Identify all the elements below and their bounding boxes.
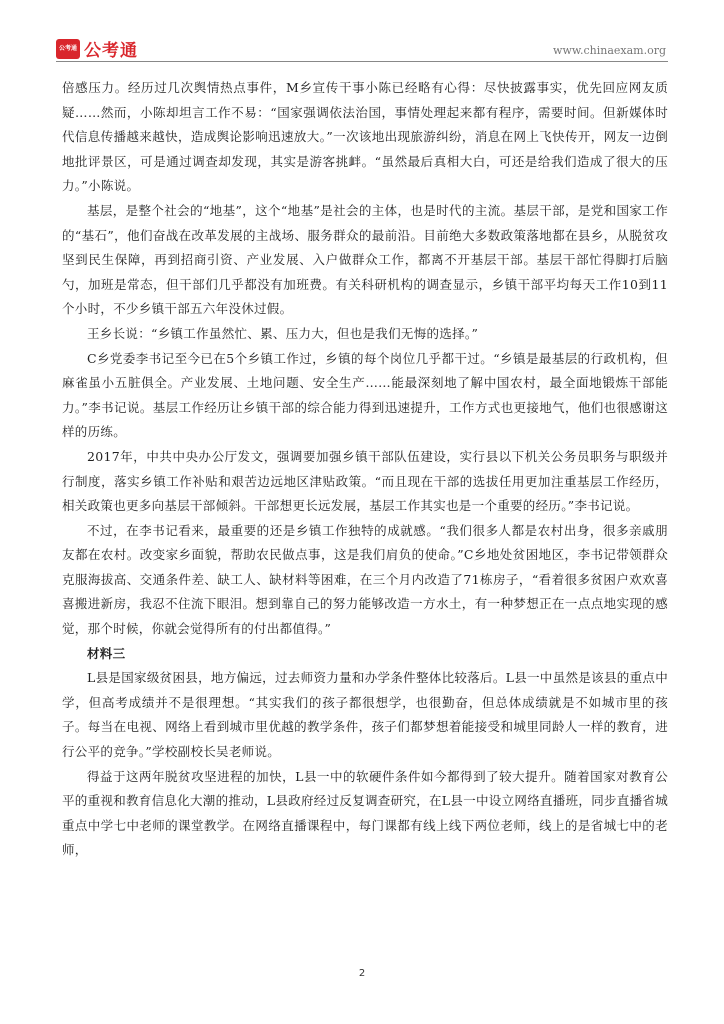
paragraph: 2017年，中共中央办公厅发文，强调要加强乡镇干部队伍建设，实行县以下机关公务员职务与职级并行制度，落实乡镇工作补贴和艰苦边远地区津贴政策。“而且现在干部的选拔任用更加注重基层工作经历，相关政策也更多向基层干部倾斜。干部想更长远发展，基层工作其实也是一个重要的经历。”李书记说。 <box>62 448 668 514</box>
paragraph: C乡党委李书记至今已在5个乡镇工作过，乡镇的每个岗位几乎都干过。“乡镇是最基层的行政机构，但麻雀虽小五脏俱全。产业发展、土地问题、安全生产……能最深刻地了解中国农村，最全面地锻炼干部能力。”李书记说。基层工作经历让乡镇干部的综合能力得到迅速提升，工作方式也更接地气，他们也很感谢这样的历练。 <box>62 350 668 440</box>
brand-logo[interactable] <box>56 36 138 61</box>
section-heading: 材料三 <box>87 645 126 661</box>
paragraph: 基层，是整个社会的“地基”，这个“地基”是社会的主体，也是时代的主流。基层干部，是党和国家工作的“基石”，他们奋战在改革发展的主战场、服务群众的最前沿。目前绝大多数政策落地都在县乡，从脱贫攻坚到民生保障，再到招商引资、产业发展、入户做群众工作，都离不开基层干部。基层干部忙得脚打后脑勺，加班是常态，但干部们几乎都没有加班费。有关科研机构的调查显示，乡镇干部平均每天工作10到11个小时，不少乡镇干部五六年没休过假。 <box>62 202 668 317</box>
page-header <box>56 34 668 64</box>
site-url[interactable]: www.chinaexam.org <box>553 44 666 57</box>
paragraph: 得益于这两年脱贫攻坚进程的加快，L县一中的软硬件条件如今都得到了较大提升。随着国家对教育公平的重视和教育信息化大潮的推动，L县政府经过反复调查研究，在L县一中设立网络直播班，同步直播省城重点中学七中老师的课堂教学。在网络直播课程中，每门课都有线上线下两位老师，线上的是省城七中的老师， <box>62 768 669 858</box>
logo-badge-icon: 公考通 <box>56 39 80 59</box>
logo-text: 公考通 <box>84 41 138 61</box>
paragraph: 不过，在李书记看来，最重要的还是乡镇工作独特的成就感。“我们很多人都是农村出身，很多亲戚朋友都在农村。改变家乡面貌，帮助农民做点事，这是我们肩负的使命。”C乡地处贫困地区，李书记带领群众克服海拔高、交通条件差、缺工人、缺材料等困难，在三个月内改造了71栋房子，“看着很多贫困户欢欢喜喜搬进新房，我忍不住流下眼泪。想到靠自己的努力能够改造一方水土，有一种梦想正在一点点地实现的感觉，那个时候，你就会觉得所有的付出都值得。” <box>62 522 668 637</box>
paragraph: L县是国家级贫困县，地方偏远，过去师资力量和办学条件整体比较落后。L县一中虽然是该县的重点中学，但高考成绩并不是很理想。“其实我们的孩子都很想学，也很勤奋，但总体成绩就是不如城市里的孩子。每当在电视、网络上看到城市里优越的教学条件，孩子们都梦想着能接受和城里同龄人一样的教育，进行公平的竞争。”学校副校长吴老师说。 <box>62 670 668 760</box>
page-number: 2 <box>358 968 366 979</box>
paragraph: 王乡长说：“乡镇工作虽然忙、累、压力大，但也是我们无悔的选择。” <box>87 325 479 341</box>
document-body <box>62 76 668 863</box>
header-divider <box>56 61 668 62</box>
paragraph: 倍感压力。经历过几次舆情热点事件，M乡宣传干事小陈已经略有心得：尽快披露事实，优先回应网友质疑……然而，小陈却坦言工作不易：“国家强调依法治国，事情处理起来都有程序，需要时间。但新媒体时代信息传播越来越快，造成舆论影响迅速放大。”一次该地出现旅游纠纷，消息在网上飞快传开，网友一边倒地批评景区，可是通过调查却发现，其实是游客挑衅。“虽然最后真相大白，可还是给我们造成了很大的压力。”小陈说。 <box>62 80 668 194</box>
